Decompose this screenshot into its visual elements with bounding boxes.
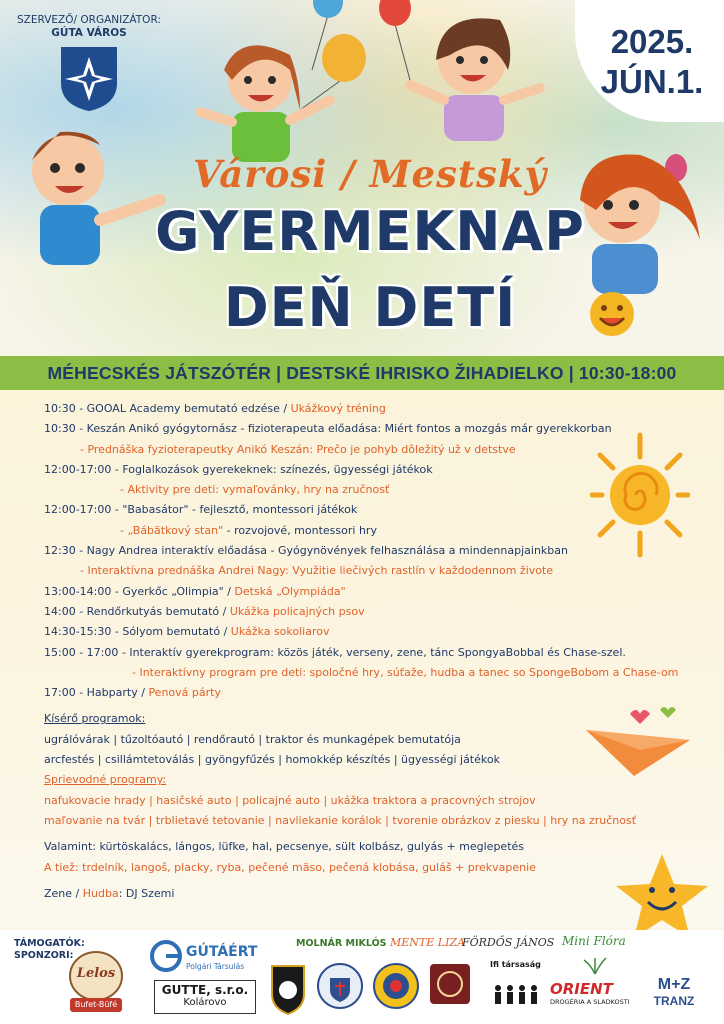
program-text-sk: Penová párty (148, 686, 221, 700)
mz-name: M+Z (657, 976, 691, 993)
program-text-hu: 17:00 - Habparty / (44, 686, 149, 700)
gutte-logo (154, 980, 256, 1014)
lelos-name: Lelos (76, 966, 116, 981)
fordos-janos-name: FÖRDŐS JÁNOS (462, 936, 555, 949)
program-row-sk: - Interaktívny program pre deti: spoločné hry, súťaže, hudba a tanec so SpongeBobom a Chase-om (132, 665, 679, 679)
title-line-hu: GYERMEKNAP (155, 200, 585, 263)
kid-girl-green-illustration (200, 45, 330, 162)
program-text-sk: - rozvojové, montessori hry (223, 523, 377, 537)
program-row: 15:00 - 17:00 - Interaktív gyerekprogram: közös játék, verseny, zene, tánc SpongyaBobbal és Chase-szel. (44, 645, 626, 659)
organizer-block (14, 14, 164, 113)
venue-bar: MÉHECSKÉS JÁTSZÓTÉR | DESTSKÉ IHRISKO ŽIHADIELKO | 10:30-18:00 (0, 356, 724, 390)
program-row-sk: - Prednáška fyzioterapeutky Anikó Keszán: Prečo je pohyb dôležitý už v detstve (80, 442, 516, 456)
program-row (44, 602, 684, 622)
tranz-name: TRANZ (653, 994, 695, 1008)
tattoo-studio-icon (428, 962, 472, 1006)
program-row (44, 683, 684, 703)
gutaert-g-icon (150, 940, 182, 972)
food-line-sk: A tiež: trdelník, langoš, placky, ryba, pečené mäso, pečená klobása, guláš + prekvapenie (44, 860, 536, 874)
program-row (44, 399, 684, 419)
side-programs-line-sk: nafukovacie hrady | hasičské auto | policajné auto | ukážka traktora a pracovných strojov (44, 793, 536, 807)
gutaert-name: GÚTÁÉRT (186, 944, 258, 960)
program-row: 12:30 - Nagy Andrea interaktív előadása - Gyógynövények felhasználása a mindennapjainkban (44, 544, 568, 558)
ifi-tarsasag-name: Ifi társaság (490, 960, 541, 969)
side-programs-line-sk: maľovanie na tvár | trblietavé tetovanie | navliekanie korálok | tvorenie obrázkov z piesku | hry na zručnosť (44, 813, 637, 827)
program-row (44, 622, 684, 642)
gutaert-logo (150, 938, 260, 978)
program-text-sk: Ukážka policajných psov (229, 604, 365, 618)
side-programs-line: arcfestés | csillámtetoválás | gyöngyfűzés | homokkép készítés | ügyességi játékok (44, 753, 500, 767)
program-list (44, 399, 684, 904)
molnar-miklos-name: MOLNÁR MIKLÓS (296, 938, 387, 949)
title-script: Városi / Mestský (192, 152, 547, 196)
mente-liza-name: MENTE LIZA (390, 936, 466, 949)
gutte-name: GUTTE, s.r.o. (161, 983, 249, 997)
sponsors-strip (0, 930, 724, 1024)
ifi-group-icon (492, 982, 542, 1008)
event-date (590, 22, 714, 102)
mz-tranz-logo (644, 976, 704, 1008)
program-row (44, 582, 684, 602)
kid-girl-purple-illustration (410, 18, 540, 141)
music-label-sk: Hudba (82, 886, 119, 900)
side-programs-line: ugrálóvárak | tűzoltóautó | rendőrautó | traktor és munkagépek bemutatója (44, 732, 461, 746)
firefighters-icon (372, 962, 420, 1010)
program-text-hu: 14:30-15:30 - Sólyom bemutató / (44, 625, 231, 639)
program-row-sk: - Aktivity pre deti: vymaľovánky, hry na zručnosť (120, 483, 390, 497)
organizer-city: GÚTA VÁROS (51, 27, 127, 39)
program-row: 12:00-17:00 - "Babasátor" - fejlesztő, montessori játékok (44, 503, 358, 517)
orient-name: ORIENT (550, 980, 613, 998)
lelos-logo (66, 948, 126, 1018)
program-text-hu: 10:30 - GOOAL Academy bemutató edzése / (44, 402, 291, 415)
event-day: JÚN.1. (600, 63, 704, 100)
program-text-sk: - „Bábätkový stan" (120, 523, 224, 537)
sponsors-label-hu: TÁMOGATÓK: (14, 938, 85, 949)
program-row-sk (44, 521, 684, 541)
event-year: 2025. (610, 23, 694, 60)
program-row-sk: - Interaktívna prednáška Andrei Nagy: Využitie liečivých rastlín v každodennom živote (80, 564, 554, 578)
program-text-sk: Ukážkový tréning (290, 402, 386, 415)
side-programs-title-hu: Kísérő programok: (44, 712, 146, 726)
program-row: 12:00-17:00 - Foglalkozások gyerekeknek: színezés, ügyességi játékok (44, 462, 433, 476)
program-text-sk: Detská „Olympiáda" (234, 584, 346, 598)
music-label-hu: Zene / (44, 886, 83, 900)
balloon-red-icon (379, 0, 411, 80)
gutaert-sub: Polgári Társulás (186, 962, 245, 971)
mini-flora-name: Mini Flóra (562, 934, 626, 948)
program-text-hu: 14:00 - Rendőrkutyás bemutató / (44, 604, 230, 618)
title-line-sk: DEŇ DETÍ (223, 276, 517, 339)
orient-sub: DROGÉRIA A SLADKOSTI (550, 998, 630, 1006)
city-crest-icon (59, 45, 119, 113)
police-union-icon (316, 962, 364, 1010)
music-line (44, 884, 684, 904)
food-line-hu: Valamint: kürtöskalács, lángos, lüfke, hal, pecsenye, sült kolbász, gulyás + meglepetés (44, 840, 525, 854)
organizer-label: SZERVEZŐ/ ORGANIZÁTOR: (17, 14, 161, 26)
lelos-sub: Bufet-Büfé (74, 1000, 118, 1009)
orient-logo (550, 980, 630, 1006)
sponsors-label-sk: SPONZORI: (14, 950, 74, 961)
program-text-hu: 13:00-14:00 - Gyerkőc „Olimpia" / (44, 584, 235, 598)
side-programs-title-sk: Sprievodné programy: (44, 773, 167, 787)
music-dj: : DJ Szemi (118, 886, 175, 900)
program-row: 10:30 - Keszán Anikó gyógytornász - fizioterapeuta előadása: Miért fontos a mozgás már gyerekkorban (44, 422, 612, 436)
program-text-sk: Ukážka sokoliarov (230, 625, 330, 639)
flower-icon (580, 952, 610, 976)
goal-academy-icon (268, 960, 308, 1016)
gutte-sub: Kolárovo (183, 997, 227, 1008)
